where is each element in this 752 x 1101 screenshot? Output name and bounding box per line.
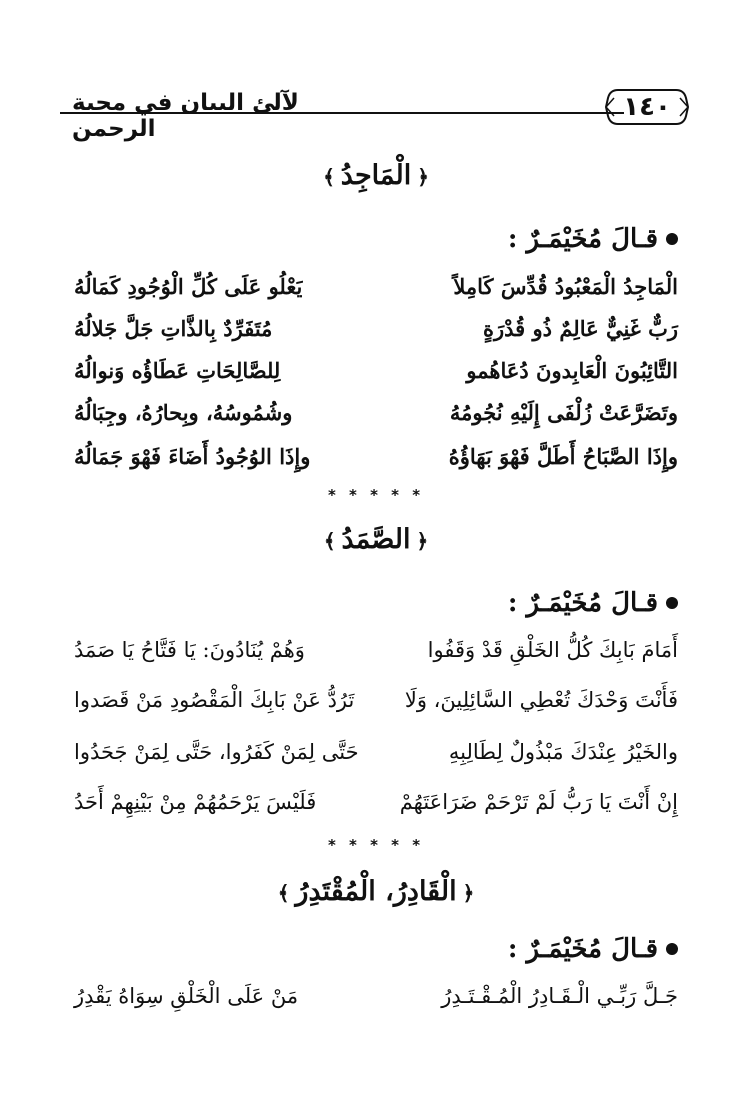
verse-line: الْمَاجِدُ الْمَعْبُودُ قُدِّسَ كَامِلاً يَعْلُو عَلَى كُلِّ الْوُجُودِ كَمَالُهُ (74, 273, 678, 299)
section-title: ﴿الصَّمَدُ﴾ (323, 524, 429, 555)
bullet-icon (666, 233, 678, 245)
running-header-title: لآلئ البيان في محبة الرحمن (72, 90, 299, 142)
bullet-icon (666, 943, 678, 955)
ornament-close: ﴾ (323, 165, 335, 189)
verse-line: وإِذَا الصَّبَاحُ أَطَلَّ فَهْوَ بَهَاؤُهُ وإِذَا الوُجُودُ أَضَاءَ فَهْوَ جَمَالُهُ (74, 443, 678, 469)
poet-attribution: قـالَ مُخَيْمَـرٌ : (508, 588, 678, 618)
verse-line: التَّائِبُونَ الْعَابِدونَ دُعَاهُمو لِلصَّالِحَاتِ عَطَاؤُه وَنوالُهُ (74, 357, 678, 383)
page-number-frame (604, 86, 690, 128)
verse-line: جَـلَّ رَبِّـي الْـقَـادِرُ الْمُـقْـتَـدِرُ مَنْ عَلَى الْخَلْقِ سِوَاهُ يَقْدِرُ (74, 984, 678, 1008)
verse-line: رَبٌّ غَنِيٌّ عَالِمٌ ذُو قُدْرَةٍ مُتَفَرِّدٌ بِالذَّاتِ جَلَّ جَلالُهُ (74, 315, 678, 341)
section-separator: * * * * * (327, 836, 425, 854)
verse-line: أَمَامَ بَابِكَ كُلُّ الخَلْقِ قَدْ وَقَفُوا وَهُمْ يُنَادُونَ: يَا فَتَّاحُ يَا صَمَدُ (74, 638, 678, 662)
verse-line: والخَيْرُ عِنْدَكَ مَبْذُولٌ لِطَالِبِهِ حَتَّى لِمَنْ كَفَرُوا، حَتَّى لِمَنْ جَحَدُوا (74, 740, 678, 764)
bullet-icon (666, 597, 678, 609)
verse-line: وتَضَرَّعَتْ زُلْفَى إِلَيْهِ نُجُومُهُ وشُمُوسُهُ، وبِحارُهُ، وجِبَالُهُ (74, 399, 678, 425)
page-number: ١٤٠ (623, 92, 671, 122)
ornament-open: ﴿ (417, 165, 429, 189)
section-title: ﴿الْمَاجِدُ﴾ (323, 160, 429, 191)
verse-line: فَأَنْتَ وَحْدَكَ تُعْطِي السَّائِلِينَ، وَلَا تَرُدُّ عَنْ بَابِكَ الْمَقْصُودِ مَنْ قَصَدوا (74, 688, 678, 712)
section-title: ﴿الْقَادِرُ، الْمُقْتَدِرُ﴾ (277, 876, 475, 907)
header-rule (60, 112, 624, 114)
poet-attribution: قـالَ مُخَيْمَـرٌ : (508, 224, 678, 254)
poet-attribution: قـالَ مُخَيْمَـرٌ : (508, 934, 678, 964)
section-separator: * * * * * (327, 486, 425, 504)
verse-line: إِنْ أَنْتَ يَا رَبُّ لَمْ تَرْحَمْ ضَرَاعَتَهُمْ فَلَيْسَ يَرْحَمُهُمْ مِنْ بَيْنِهِمْ أَحَدُ (74, 790, 678, 814)
